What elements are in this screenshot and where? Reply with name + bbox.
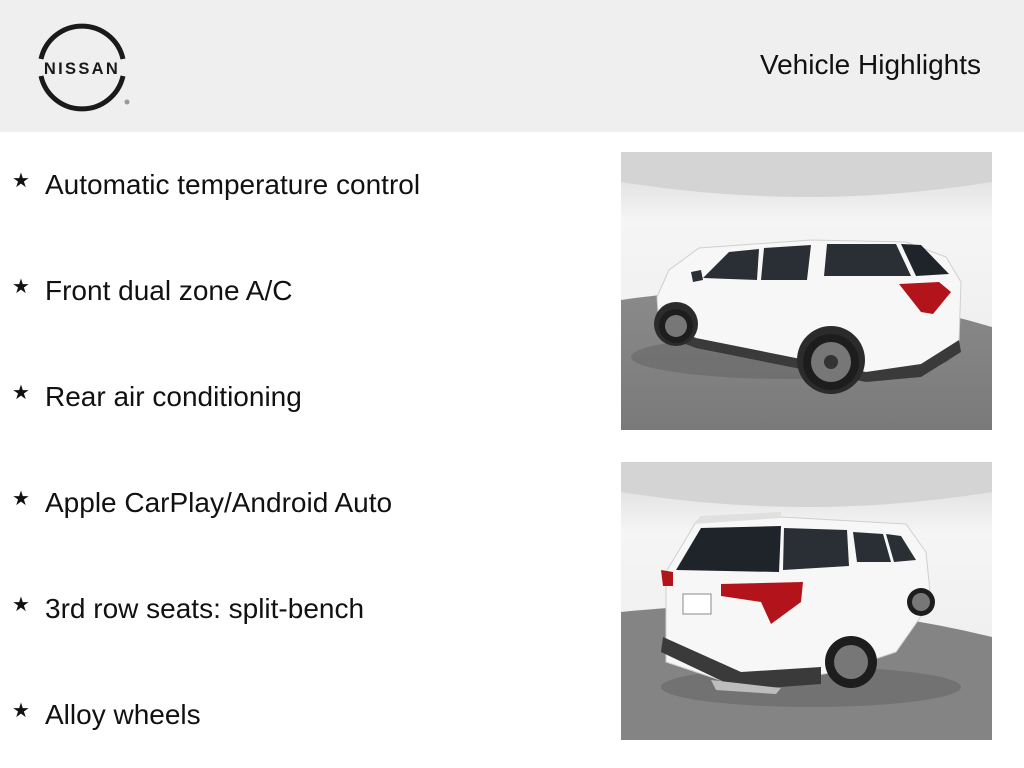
star-icon: ★	[12, 276, 30, 298]
features-list	[0, 132, 600, 768]
vehicle-photo-side-rear[interactable]	[621, 152, 992, 430]
feature-label: Rear air conditioning	[45, 381, 302, 412]
feature-label: Automatic temperature control	[45, 169, 421, 200]
list-item	[12, 271, 292, 311]
star-icon: ★	[12, 700, 30, 722]
feature-label: 3rd row seats: split-bench	[45, 593, 365, 624]
nissan-logo[interactable]	[28, 22, 138, 112]
logo-wordmark: NISSAN	[43, 60, 121, 78]
list-item	[12, 483, 392, 523]
page-title: Vehicle Highlights	[759, 49, 981, 80]
star-icon: ★	[12, 594, 30, 616]
list-item	[12, 165, 420, 205]
list-item	[12, 589, 364, 629]
star-icon: ★	[12, 170, 30, 192]
vehicle-photo-rear[interactable]	[621, 462, 992, 740]
star-icon: ★	[12, 382, 30, 404]
list-item	[12, 695, 201, 735]
feature-label: Apple CarPlay/Android Auto	[45, 487, 393, 518]
feature-label: Front dual zone A/C	[45, 275, 293, 306]
list-item	[12, 377, 302, 417]
header-bar	[0, 0, 1024, 132]
star-icon: ★	[12, 488, 30, 510]
feature-label: Alloy wheels	[45, 699, 201, 730]
